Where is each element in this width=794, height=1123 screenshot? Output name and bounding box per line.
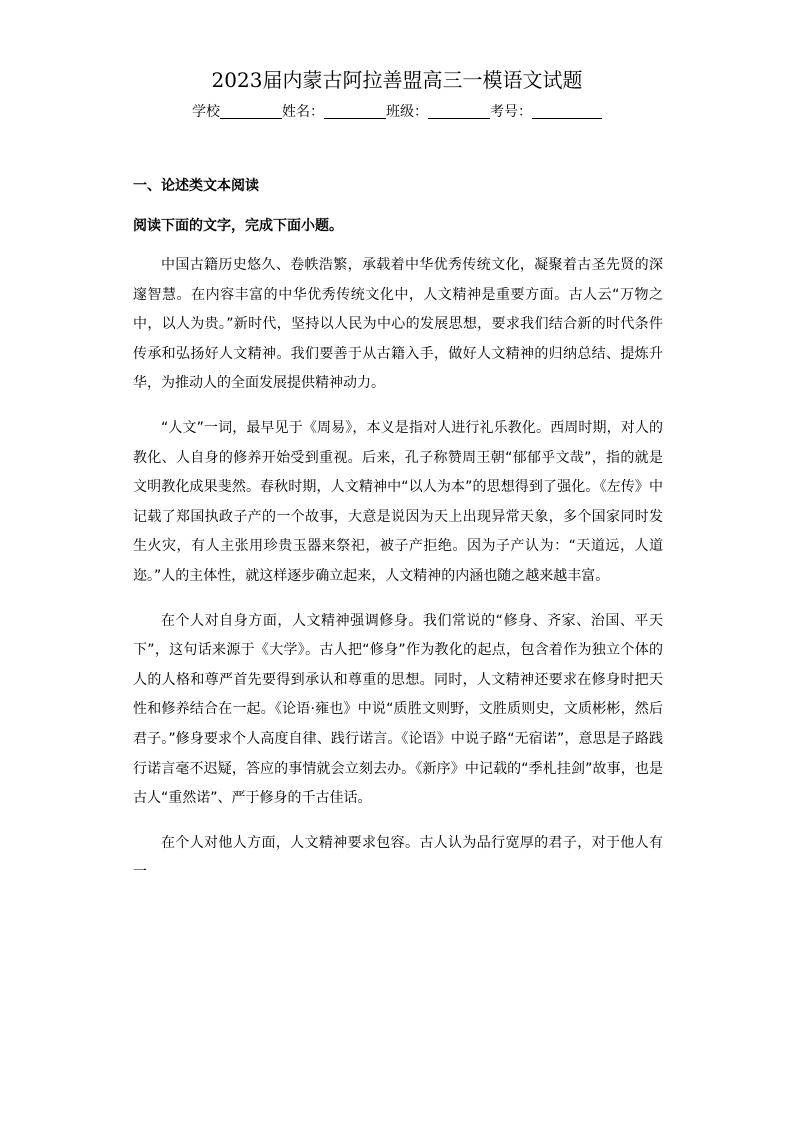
exam-number-label: 考号： [490,104,532,120]
document-title: 2023届内蒙古阿拉善盟高三一模语文试题 [211,68,583,92]
school-blank [220,104,282,119]
passage-paragraph-4: 在个人对他人方面，人文精神要求包容。古人认为品行宽厚的君子，对于他人有一 [133,834,663,881]
name-blank [324,104,386,119]
passage-body [133,251,663,903]
passage-paragraph-1: 中国古籍历史悠久、卷帙浩繁，承载着中华优秀传统文化，凝聚着古圣先贤的深邃智慧。在内容丰富的中华优秀传统文化中，人文精神是重要方面。古人云“万物之中，以人为贵。”新时代，坚持以人民为中心的发展思想，要求我们结合新的时代条件传承和弘扬好人文精神。我们要善于从古籍入手，做好人文精神的归纳总结、提炼升华，为推动人的全面发展提供精神动力。 [133,257,663,392]
exam-number-blank [532,104,602,119]
passage-paragraph-3: 在个人对自身方面，人文精神强调修身。我们常说的“修身、齐家、治国、平天下”，这句话来源于《大学》。古人把“修身”作为教化的起点，包含着作为独立个体的人的人格和尊严首先要得到承认和尊重的思想。同时，人文精神还要求在修身时把天性和修养结合在一起。《论语·雍也》中说“质胜文则野，文胜质则史，文质彬彬，然后君子。”修身要求个人高度自律、践行诺言。《论语》中说子路“无宿诺”，意思是子路践行诺言毫不迟疑，答应的事情就会立刻去办。《新序》中记载的“季札挂剑”故事，也是古人“重然诺”、严于修身的千古佳话。 [133,612,663,807]
passage-paragraph-2: “人文”一词，最早见于《周易》，本义是指对人进行礼乐教化。西周时期，对人的教化、人自身的修养开始受到重视。后来，孔子称赞周王朝“郁郁乎文哉”，指的就是文明教化成果斐然。春秋时期，人文精神中“以人为本”的思想得到了强化。《左传》中记载了郑国执政子产的一个故事，大意是说因为天上出现异常天象，多个国家同时发生火灾，有人主张用珍贵玉器来祭祀，被子产拒绝。因为子产认为：“天道远，人道迩。”人的主体性，就这样逐步确立起来，人文精神的内涵也随之越来越丰富。 [133,419,663,584]
class-blank [428,104,490,119]
student-info-row [0,102,794,122]
school-label: 学校 [192,104,220,120]
section-heading: 一、论述类文本阅读 [133,178,259,194]
reading-instruction: 阅读下面的文字，完成下面小题。 [133,218,343,234]
class-label: 班级： [386,104,428,120]
name-label: 姓名： [282,104,324,120]
